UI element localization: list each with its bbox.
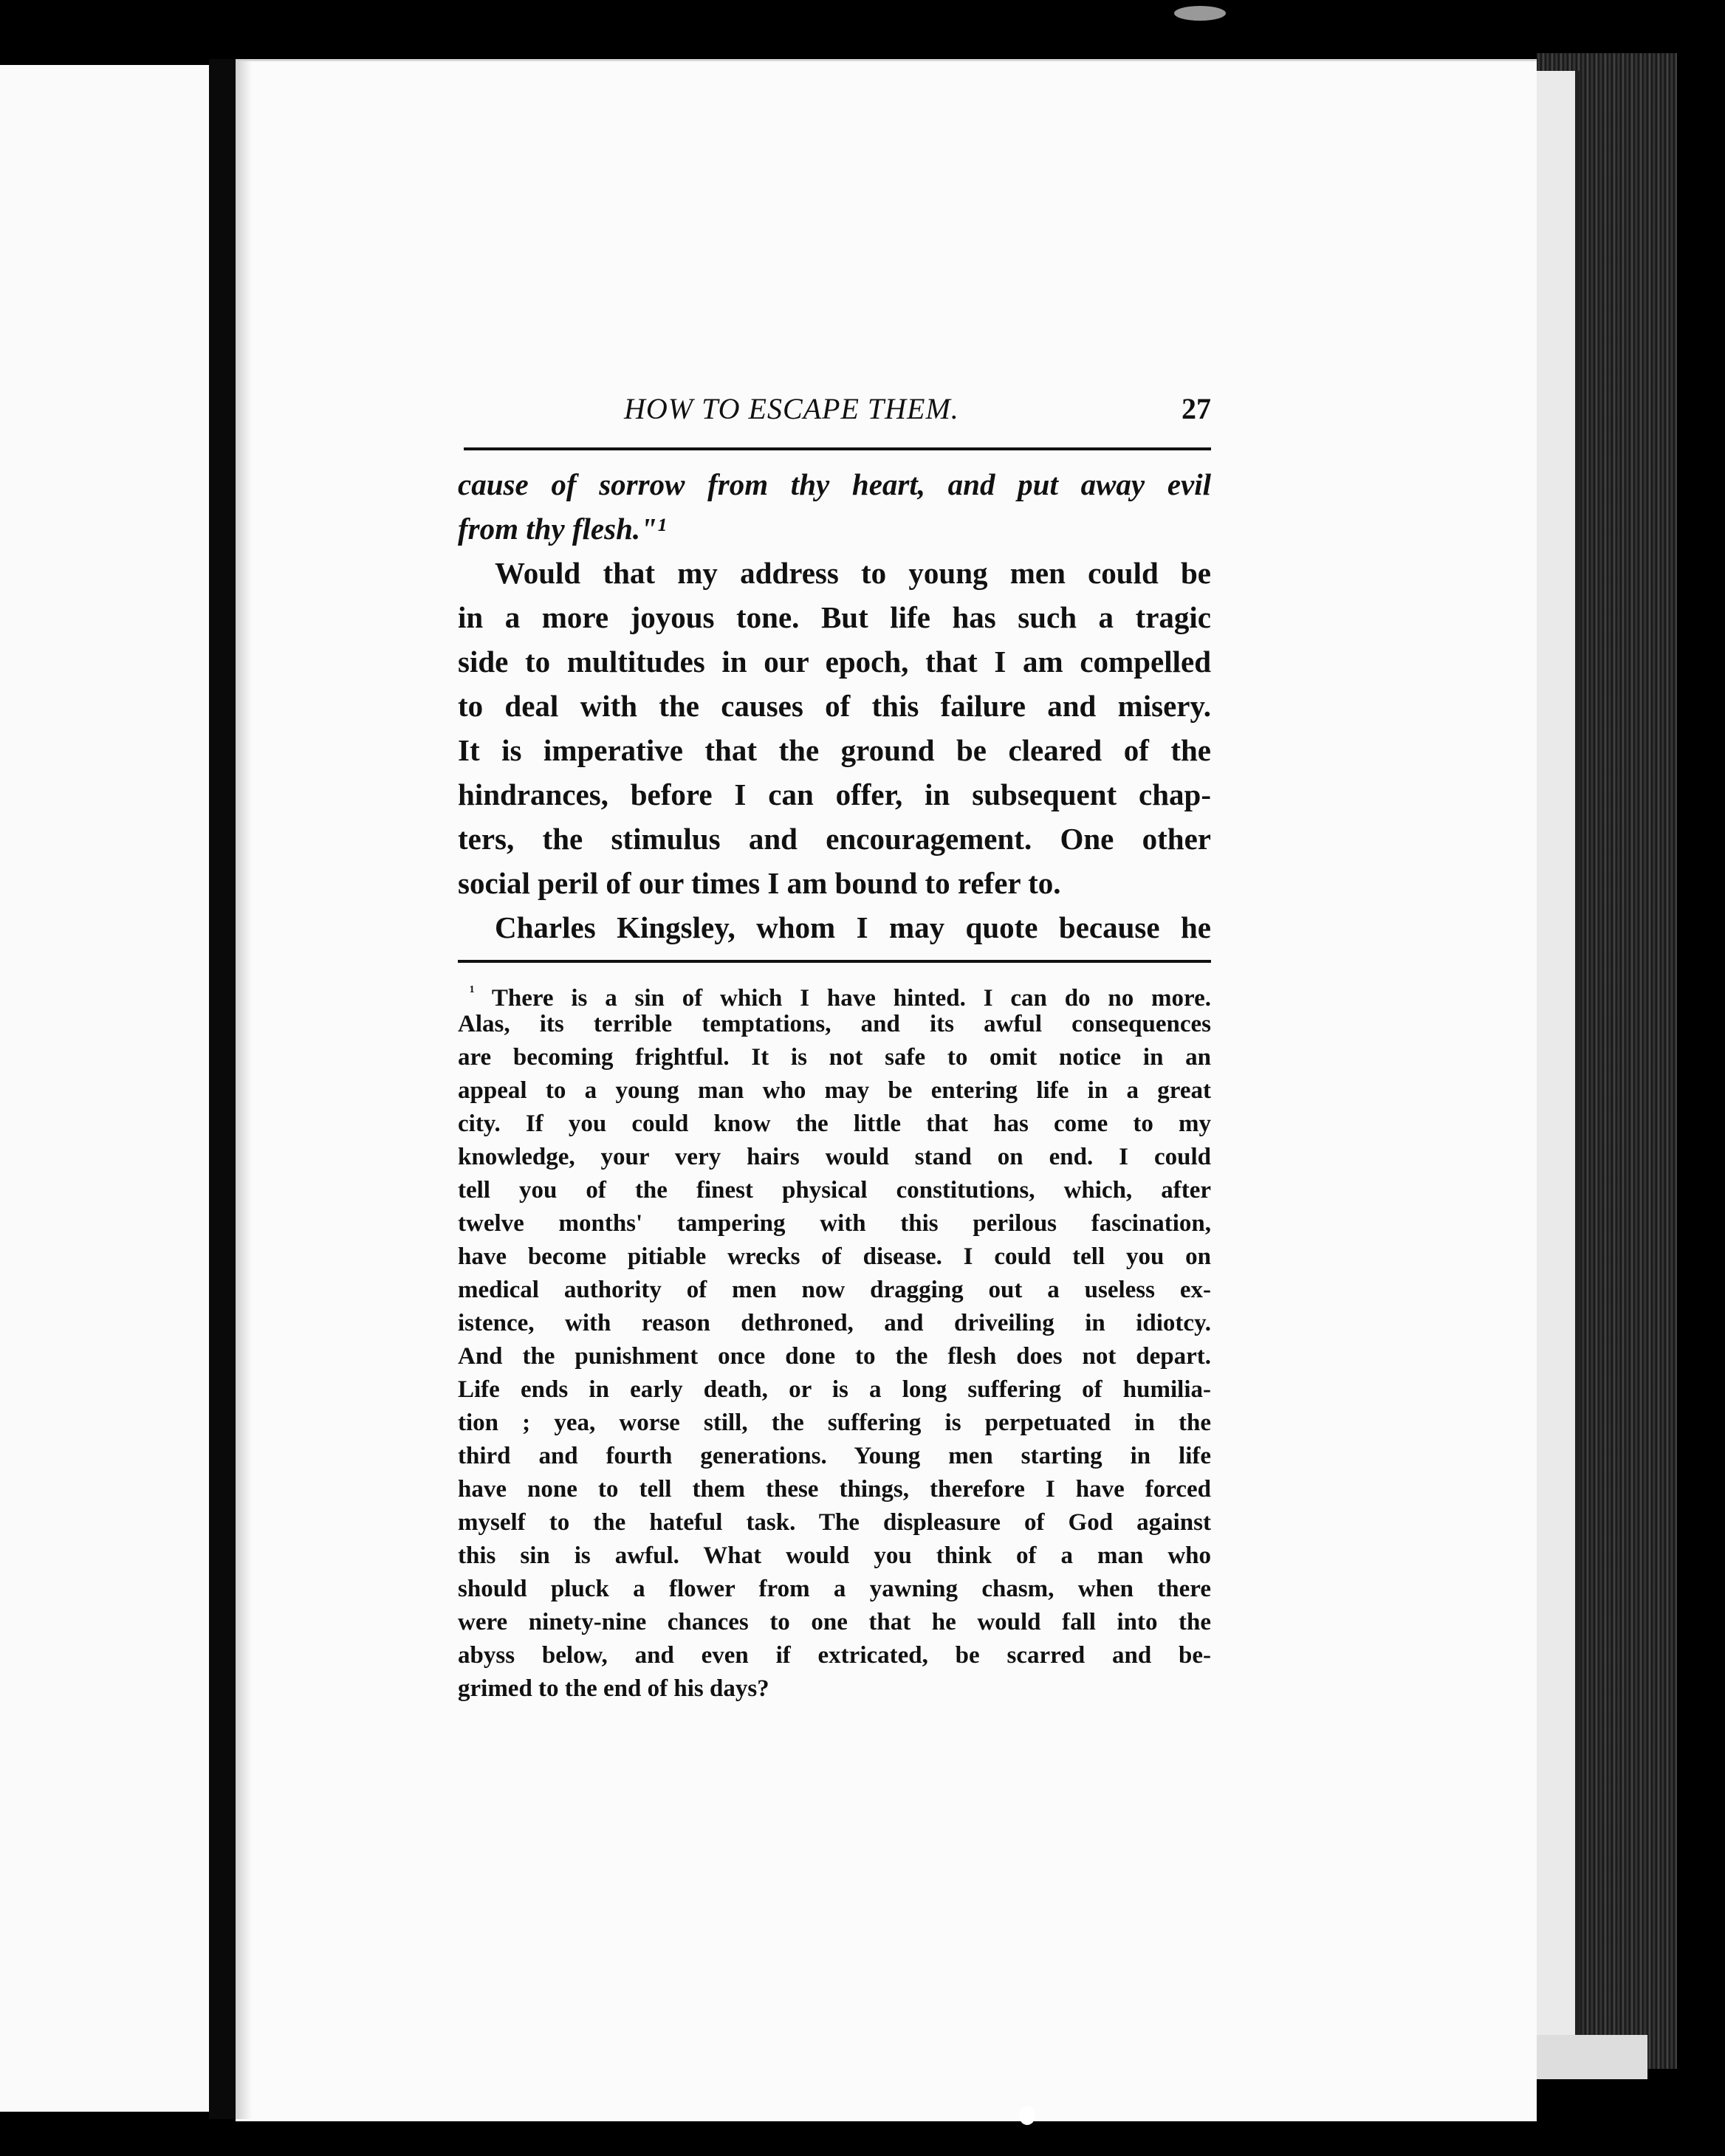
page-stack-face	[1537, 71, 1580, 2035]
footnote-line: medical authority of men now dragging out a useless ex-	[458, 1277, 1211, 1303]
footnote-line: Alas, its terrible temptations, and its awful consequences	[458, 1011, 1211, 1037]
footnote-marker: ¹	[470, 982, 475, 1000]
body-line: to deal with the causes of this failure and misery.	[458, 689, 1211, 723]
body-line: from thy flesh."¹	[458, 512, 667, 546]
body-text	[458, 462, 1211, 950]
body-line: in a more joyous tone. But life has such a tragic	[458, 600, 1211, 634]
scan-fleck	[1174, 6, 1226, 21]
page-number: 27	[1182, 392, 1211, 425]
page-text	[458, 391, 1211, 1706]
footnote-line: tell you of the finest physical constitutions, which, after	[458, 1177, 1211, 1204]
footnote-line: were ninety-nine chances to one that he would fall into the	[458, 1609, 1211, 1635]
footnote-line: this sin is awful. What would you think of a man who	[458, 1542, 1211, 1569]
left-facing-page	[0, 65, 209, 2112]
footnote-line: should pluck a flower from a yawning chasm, when there	[458, 1576, 1211, 1602]
book-gutter	[209, 59, 236, 2119]
footnote-line: have become pitiable wrecks of disease. I could tell you on	[458, 1243, 1211, 1270]
footnote-line: abyss below, and even if extricated, be scarred and be-	[458, 1642, 1211, 1669]
footnote-line: are becoming frightful. It is not safe to omit notice in an	[458, 1044, 1211, 1071]
footnote-line: have none to tell them these things, therefore I have forced	[458, 1476, 1211, 1503]
footnote-line: And the punishment once done to the flesh does not depart.	[458, 1343, 1211, 1370]
running-head	[458, 391, 1211, 443]
footnote-line: tion ; yea, worse still, the suffering is perpetuated in the	[458, 1410, 1211, 1436]
header-rule	[464, 447, 1211, 450]
body-line: Would that my address to young men could be	[495, 556, 1211, 590]
footnote-line-text: There is a sin of which I have hinted. I can do no more.	[491, 985, 1211, 1012]
gutter-shadow	[236, 59, 252, 2119]
footnote-rule	[458, 960, 1211, 963]
body-line: cause of sorrow from thy heart, and put away evil	[458, 467, 1211, 501]
footnote-line	[458, 975, 1211, 1012]
footnote-line: twelve months' tampering with this perilous fascination,	[458, 1210, 1211, 1237]
body-line: social peril of our times I am bound to refer to.	[458, 866, 1061, 900]
footnote-line: grimed to the end of his days?	[458, 1675, 769, 1702]
body-line: ters, the stimulus and encouragement. One other	[458, 822, 1211, 856]
footnote-line: third and fourth generations. Young men starting in life	[458, 1443, 1211, 1469]
footnote	[458, 975, 1211, 1706]
footnote-line: istence, with reason dethroned, and driveiling in idiotcy.	[458, 1310, 1211, 1336]
footnote-line: Life ends in early death, or is a long suffering of humilia-	[458, 1376, 1211, 1403]
body-line: hindrances, before I can offer, in subsequent chap-	[458, 777, 1211, 811]
page-stack-foot	[1537, 2035, 1647, 2079]
scan-fleck	[1019, 2106, 1035, 2125]
body-line: side to multitudes in our epoch, that I am compelled	[458, 645, 1211, 679]
running-title: HOW TO ESCAPE THEM.	[624, 392, 959, 425]
body-line: Charles Kingsley, whom I may quote because he	[495, 910, 1211, 944]
body-line: It is imperative that the ground be cleared of the	[458, 733, 1211, 767]
footnote-line: city. If you could know the little that has come to my	[458, 1110, 1211, 1137]
footnote-line: appeal to a young man who may be entering life in a great	[458, 1077, 1211, 1104]
footnote-line: myself to the hateful task. The displeasure of God against	[458, 1509, 1211, 1536]
footnote-line: knowledge, your very hairs would stand on end. I could	[458, 1144, 1211, 1170]
